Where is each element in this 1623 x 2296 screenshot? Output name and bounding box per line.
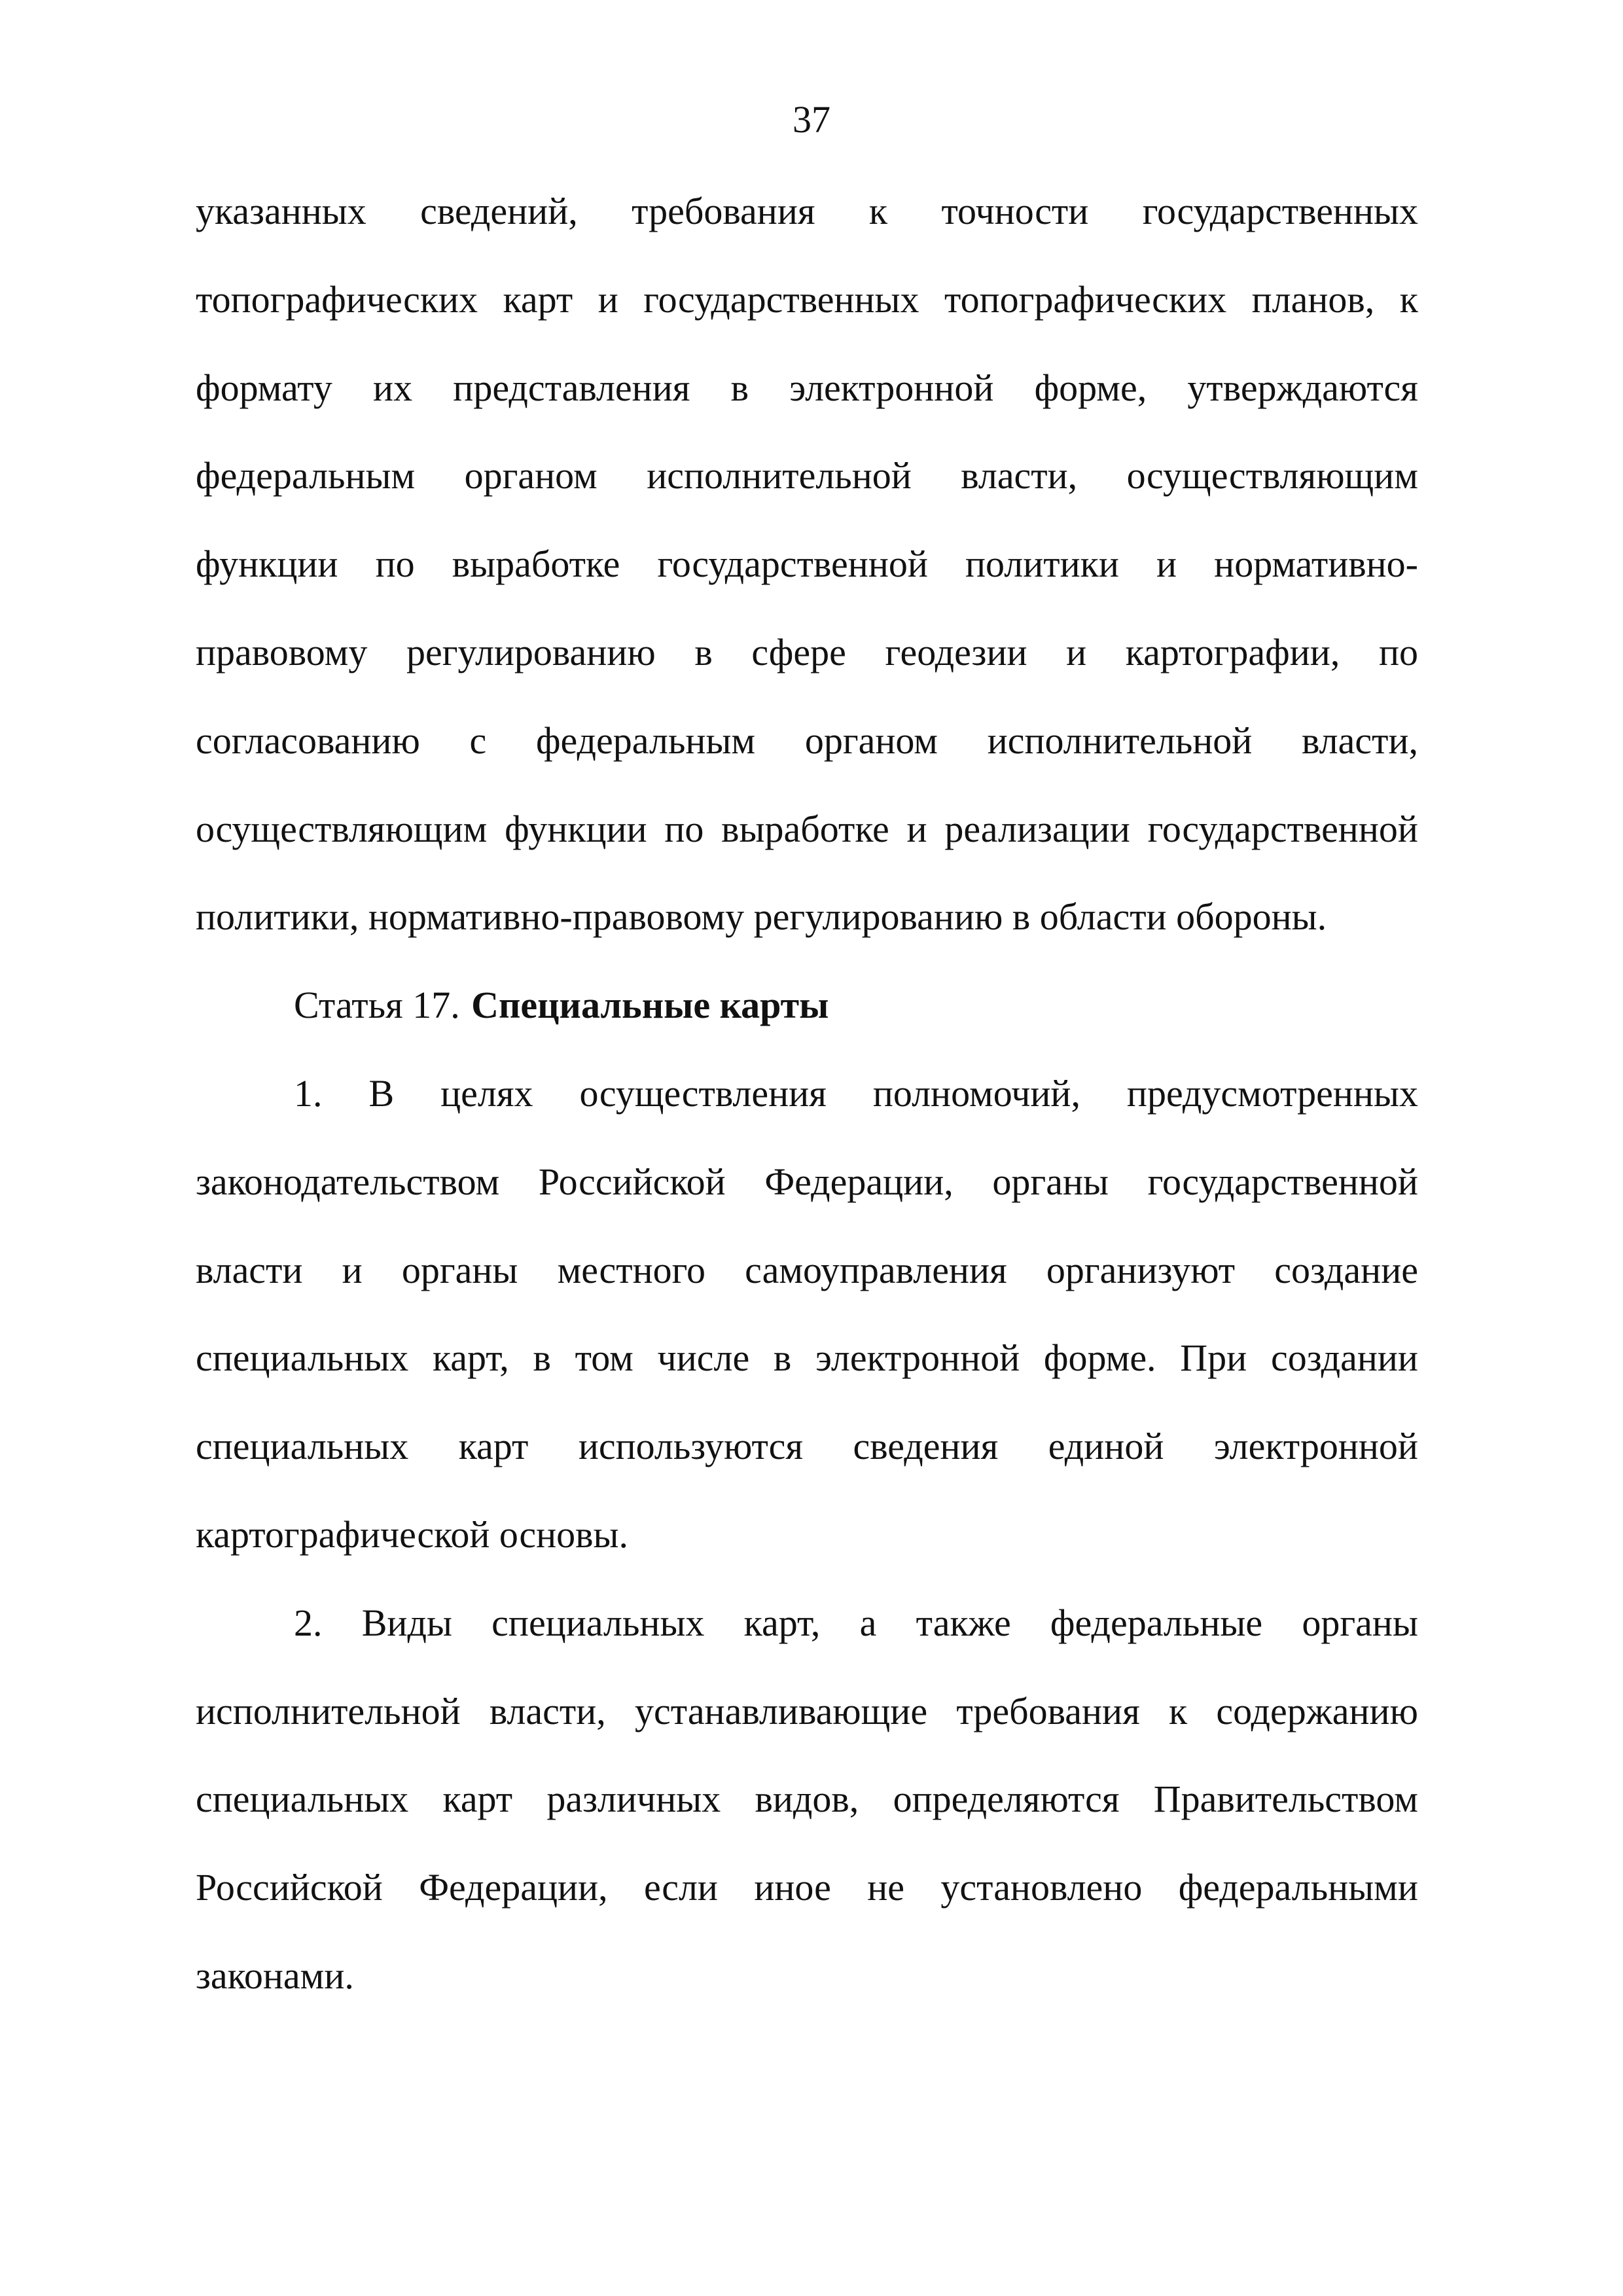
word: осуществления <box>579 1071 827 1115</box>
word: по <box>664 807 704 850</box>
word: также <box>916 1601 1011 1644</box>
word: единой <box>1048 1425 1164 1468</box>
word: государственной <box>657 543 928 586</box>
word: специальных <box>196 1778 409 1821</box>
word: их <box>373 366 413 409</box>
word: карт, <box>433 1336 509 1380</box>
text-line <box>196 541 1418 630</box>
word: регулированию <box>753 895 1003 939</box>
word: представления <box>453 366 690 409</box>
word: государственной <box>1147 1160 1418 1203</box>
word: а <box>859 1601 877 1644</box>
word: в <box>694 630 713 673</box>
word: в <box>1012 895 1031 939</box>
word: создание <box>1274 1248 1418 1291</box>
word: реализации <box>944 807 1130 850</box>
word: картографической <box>196 1513 490 1556</box>
text-line <box>196 1424 1418 1512</box>
word: сведений, <box>420 190 578 232</box>
text-line <box>196 277 1418 365</box>
word: используются <box>578 1425 804 1468</box>
word: числе <box>657 1336 750 1380</box>
word: том <box>575 1336 633 1380</box>
word: определяются <box>893 1778 1120 1821</box>
word: Российской <box>538 1160 726 1203</box>
word: выработке <box>452 543 620 586</box>
word: сфере <box>751 630 846 673</box>
word: выработке <box>721 807 889 850</box>
word: органы <box>992 1160 1109 1203</box>
text-line <box>196 630 1418 718</box>
word: основы. <box>499 1513 628 1556</box>
text-line <box>196 806 1418 895</box>
word: и <box>1066 630 1087 673</box>
text-line <box>196 1159 1418 1247</box>
word: регулированию <box>406 630 656 673</box>
word: власти, <box>489 1689 606 1732</box>
word: по <box>375 543 415 586</box>
word: осуществляющим <box>196 807 488 850</box>
text-line <box>196 894 1418 982</box>
word: создании <box>1270 1336 1418 1380</box>
word: Федерации, <box>764 1160 954 1203</box>
word: топографических <box>196 278 478 321</box>
word: топографических <box>944 278 1227 321</box>
word: устанавливающие <box>635 1689 928 1732</box>
article-heading <box>196 982 1418 1071</box>
word: местного <box>557 1248 705 1291</box>
text-line <box>196 1689 1418 1777</box>
word: электронной <box>815 1336 1020 1380</box>
text-line <box>196 1247 1418 1336</box>
word: законодательством <box>196 1160 500 1203</box>
word: предусмотренных <box>1126 1071 1418 1115</box>
word: карт <box>458 1425 529 1468</box>
word: органом <box>804 719 938 762</box>
word: обороны. <box>1176 895 1327 939</box>
word: геодезии <box>885 630 1027 673</box>
word: политики <box>965 543 1119 586</box>
word: установлено <box>940 1866 1143 1909</box>
word: области <box>1039 895 1167 939</box>
text-line <box>196 453 1418 541</box>
word: функции <box>505 807 647 850</box>
word: исполнительной <box>987 719 1253 762</box>
word: форме. <box>1043 1336 1156 1380</box>
word: точности <box>941 190 1089 232</box>
word: карт <box>503 278 573 321</box>
word: 1. <box>294 1071 323 1115</box>
article-title: Специальные карты <box>471 984 829 1027</box>
word: к <box>868 190 888 232</box>
word: если <box>644 1866 718 1909</box>
word: государственных <box>1142 190 1418 232</box>
word: и <box>1156 543 1177 586</box>
text-line <box>196 1335 1418 1424</box>
word: форме, <box>1034 366 1147 409</box>
word: правовому <box>196 630 368 673</box>
word: нормативно-правовому <box>368 895 745 939</box>
page-number: 37 <box>793 98 830 141</box>
word: требования <box>632 190 815 232</box>
text-line <box>196 1071 1418 1159</box>
word: федеральным <box>196 454 416 497</box>
word: органы <box>1302 1601 1418 1644</box>
word: специальных <box>196 1336 409 1380</box>
word: специальных <box>196 1425 409 1468</box>
word: Федерации, <box>419 1866 608 1909</box>
word: Виды <box>361 1601 452 1644</box>
word: и <box>597 278 618 321</box>
text-line <box>196 718 1418 806</box>
word: и <box>906 807 927 850</box>
text-line <box>196 1865 1418 1953</box>
text-line <box>196 1776 1418 1865</box>
word: Правительством <box>1153 1778 1418 1821</box>
word: не <box>867 1866 905 1909</box>
word: федеральными <box>1178 1866 1418 1909</box>
text-line <box>196 188 1418 277</box>
word: и <box>342 1248 363 1291</box>
word: согласованию <box>196 719 420 762</box>
word: электронной <box>1213 1425 1418 1468</box>
word: федеральным <box>535 719 756 762</box>
word: карт <box>442 1778 513 1821</box>
word: законами. <box>196 1954 354 1997</box>
word: Российской <box>196 1866 383 1909</box>
word: органом <box>464 454 597 497</box>
word: исполнительной <box>647 454 912 497</box>
word: видов, <box>755 1778 859 1821</box>
word: картографии, <box>1125 630 1340 673</box>
word: утверждаются <box>1187 366 1418 409</box>
word: формату <box>196 366 332 409</box>
word: 2. <box>294 1601 323 1644</box>
word: исполнительной <box>196 1689 461 1732</box>
word: карт, <box>743 1601 821 1644</box>
article-number: Статья 17. <box>294 984 460 1027</box>
word: по <box>1378 630 1418 673</box>
word: функции <box>196 543 338 586</box>
word: власти <box>196 1248 303 1291</box>
text-line <box>196 1600 1418 1689</box>
word: в <box>533 1336 551 1380</box>
word: целях <box>440 1071 533 1115</box>
word: планов, <box>1251 278 1375 321</box>
word: специальных <box>491 1601 705 1644</box>
word: иное <box>754 1866 831 1909</box>
word: в <box>730 366 749 409</box>
word: электронной <box>789 366 994 409</box>
word: к <box>1168 1689 1188 1732</box>
word: При <box>1180 1336 1247 1380</box>
word: различных <box>546 1778 721 1821</box>
word: полномочий, <box>872 1071 1080 1115</box>
word: в <box>773 1336 792 1380</box>
text-line <box>196 1512 1418 1600</box>
word: к <box>1399 278 1418 321</box>
word: с <box>469 719 487 762</box>
word: власти, <box>961 454 1078 497</box>
text-line <box>196 365 1418 454</box>
word: самоуправления <box>745 1248 1007 1291</box>
word: государственных <box>643 278 919 321</box>
word: указанных <box>196 190 366 232</box>
word: осуществляющим <box>1126 454 1418 497</box>
word: государственной <box>1147 807 1418 850</box>
word: политики, <box>196 895 359 939</box>
document-body <box>196 188 1418 2041</box>
word: содержанию <box>1216 1689 1418 1732</box>
word: В <box>368 1071 395 1115</box>
word: организуют <box>1046 1248 1236 1291</box>
text-line <box>196 1953 1418 2041</box>
word: органы <box>401 1248 518 1291</box>
word: власти, <box>1302 719 1418 762</box>
word: требования <box>956 1689 1140 1732</box>
word: федеральные <box>1050 1601 1263 1644</box>
word: сведения <box>853 1425 999 1468</box>
word: нормативно- <box>1214 543 1418 586</box>
